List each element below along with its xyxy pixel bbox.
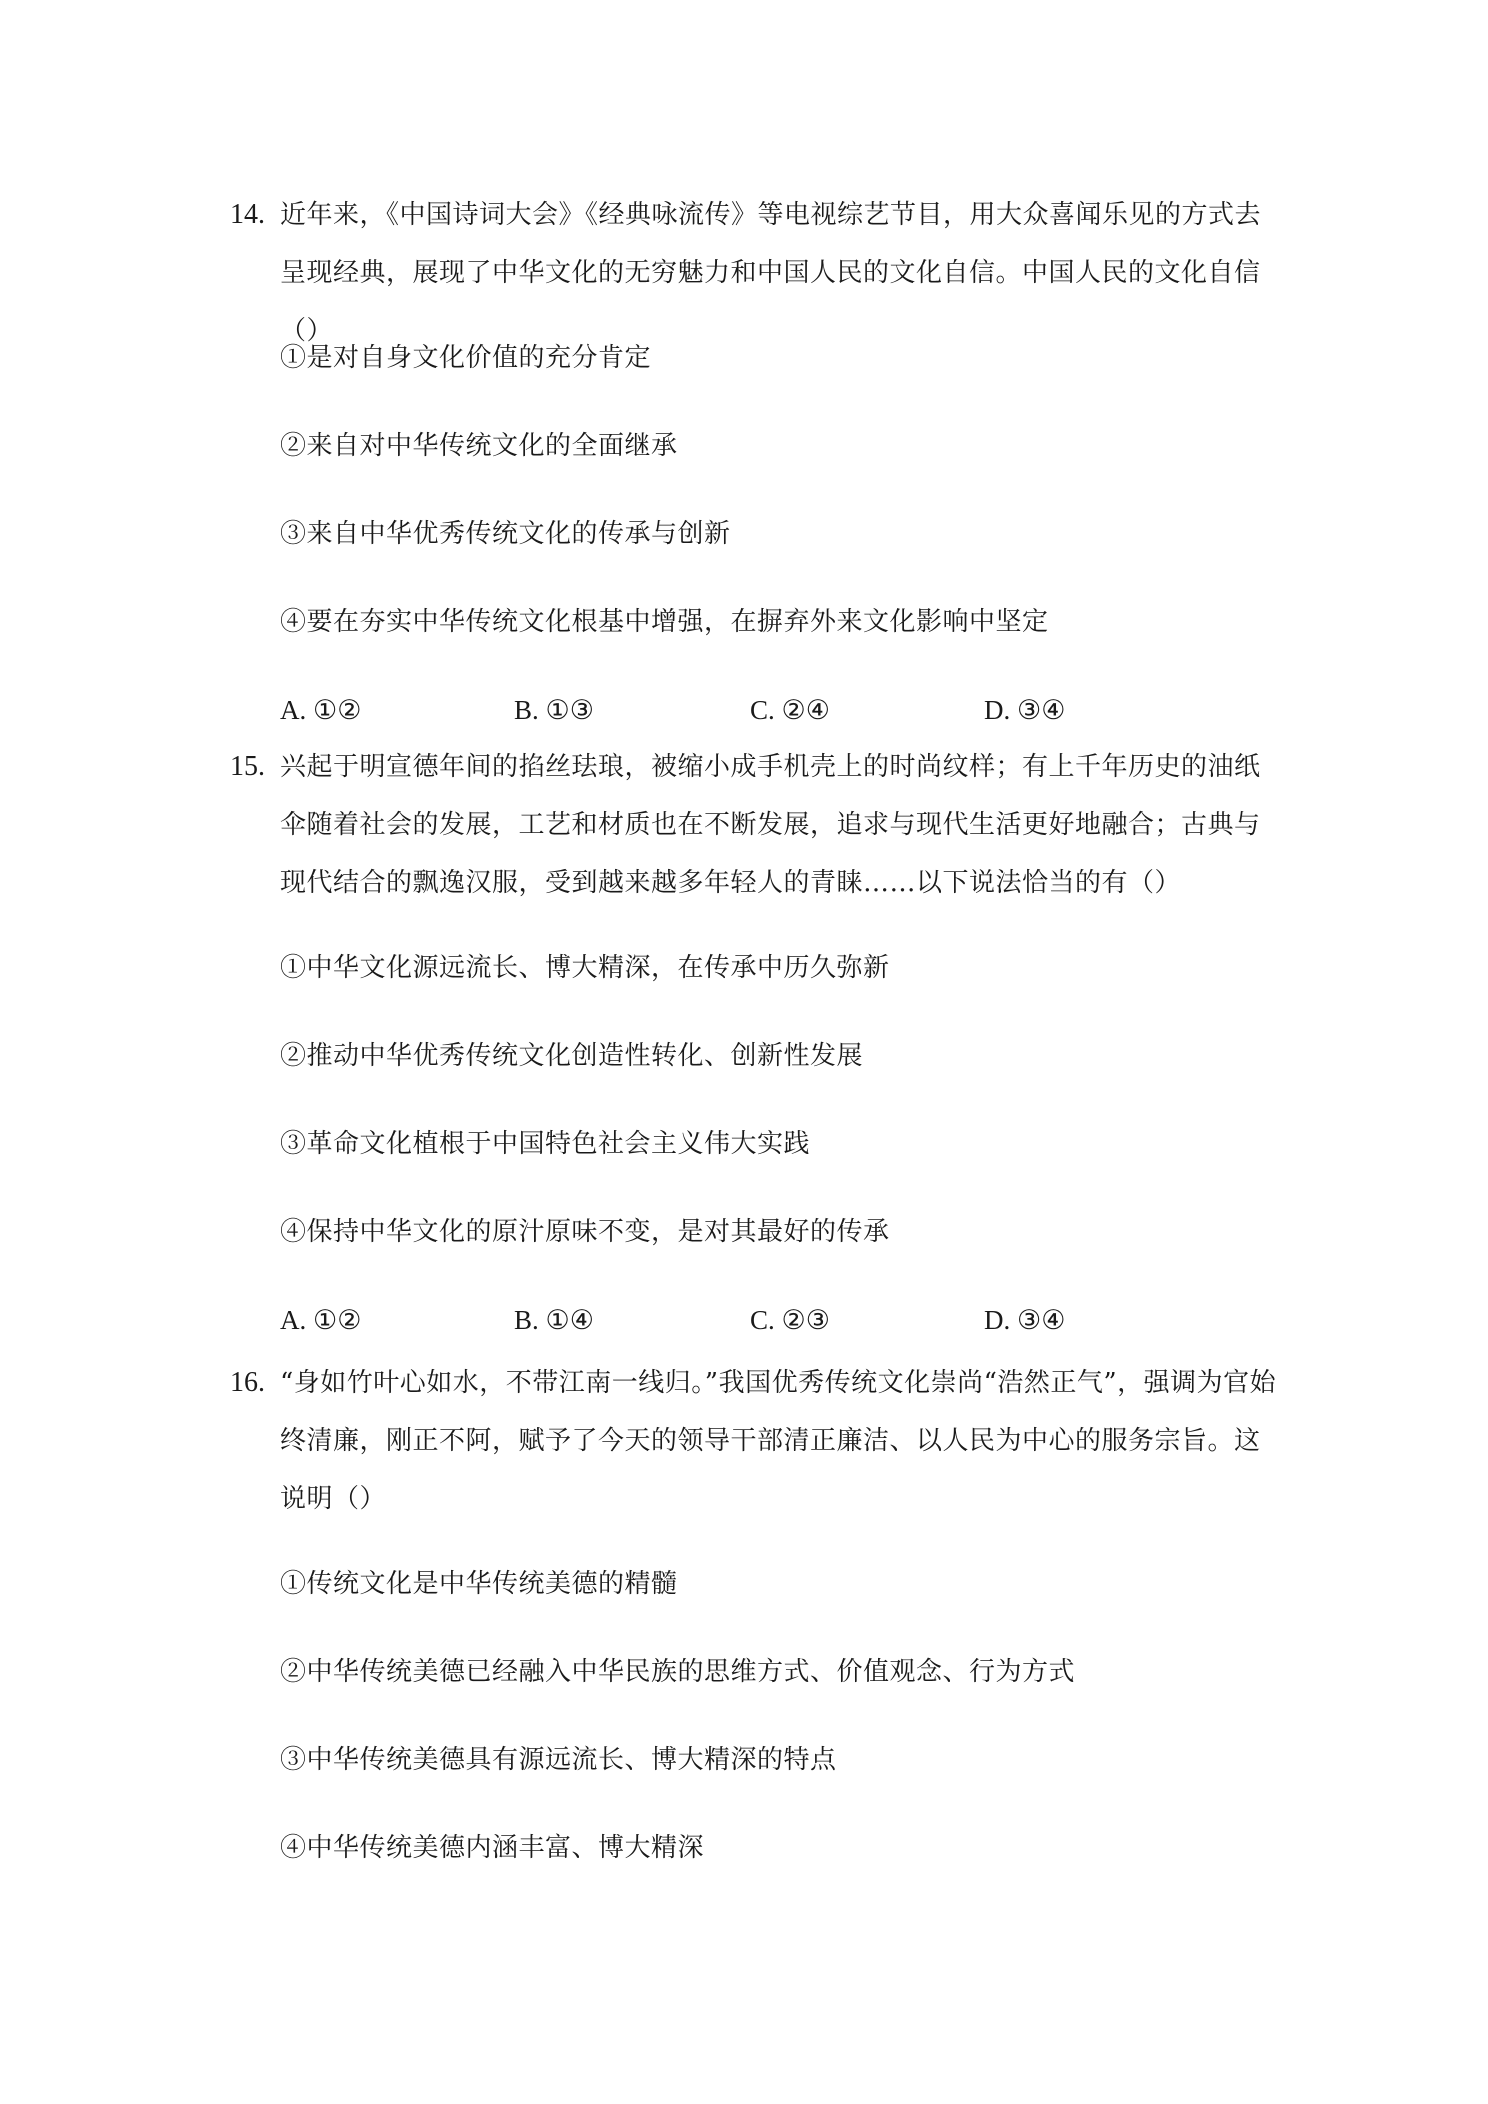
choice-b[interactable]: B. ①④ xyxy=(514,1305,594,1335)
question-number: 16. xyxy=(230,1367,265,1398)
statement-4: ④中华传统美德内涵丰富、博大精深 xyxy=(280,1833,705,1863)
question-stem: “身如竹叶心如水，不带江南一线归。”我国优秀传统文化崇尚“浩然正气”，强调为官始终清廉，刚正不阿，赋予了今天的领导干部清正廉洁、以人民为中心的服务宗旨。这说明（） xyxy=(280,1368,1277,1514)
choice-d[interactable]: D. ③④ xyxy=(984,1305,1066,1335)
statement-2: ②来自对中华传统文化的全面继承 xyxy=(280,431,678,461)
statement-4: ④保持中华文化的原汁原味不变，是对其最好的传承 xyxy=(280,1217,890,1247)
answer-choices xyxy=(280,1300,1280,1340)
statement-2: ②中华传统美德已经融入中华民族的思维方式、价值观念、行为方式 xyxy=(280,1657,1076,1687)
choice-c[interactable]: C. ②④ xyxy=(750,695,830,725)
choice-d[interactable]: D. ③④ xyxy=(984,695,1066,725)
statement-1: ①是对自身文化价值的充分肯定 xyxy=(280,343,652,373)
choice-a[interactable]: A. ①② xyxy=(280,695,362,725)
choice-c[interactable]: C. ②③ xyxy=(750,1305,830,1335)
statement-4: ④要在夯实中华传统文化根基中增强，在摒弃外来文化影响中坚定 xyxy=(280,607,1049,637)
statement-3: ③革命文化植根于中国特色社会主义伟大实践 xyxy=(280,1129,811,1159)
choice-b[interactable]: B. ①③ xyxy=(514,695,594,725)
statement-3: ③中华传统美德具有源远流长、博大精深的特点 xyxy=(280,1745,837,1775)
answer-choices xyxy=(280,690,1280,730)
question-number: 15. xyxy=(230,751,265,782)
statement-1: ①中华文化源远流长、博大精深，在传承中历久弥新 xyxy=(280,953,890,983)
statement-2: ②推动中华优秀传统文化创造性转化、创新性发展 xyxy=(280,1041,864,1071)
question-stem: 兴起于明宣德年间的掐丝珐琅，被缩小成手机壳上的时尚纹样；有上千年历史的油纸伞随着社会的发展，工艺和材质也在不断发展，追求与现代生活更好地融合；古典与现代结合的飘逸汉服，受到越来越多年轻人的青睐……以下说法恰当的有（） xyxy=(280,752,1261,898)
statement-1: ①传统文化是中华传统美德的精髓 xyxy=(280,1569,678,1599)
statement-3: ③来自中华优秀传统文化的传承与创新 xyxy=(280,519,731,549)
question-stem: 近年来，《中国诗词大会》《经典咏流传》等电视综艺节目，用大众喜闻乐见的方式去呈现经典，展现了中华文化的无穷魅力和中国人民的文化自信。中国人民的文化自信（） xyxy=(280,200,1262,346)
choice-a[interactable]: A. ①② xyxy=(280,1305,362,1335)
question-number: 14. xyxy=(230,199,265,230)
